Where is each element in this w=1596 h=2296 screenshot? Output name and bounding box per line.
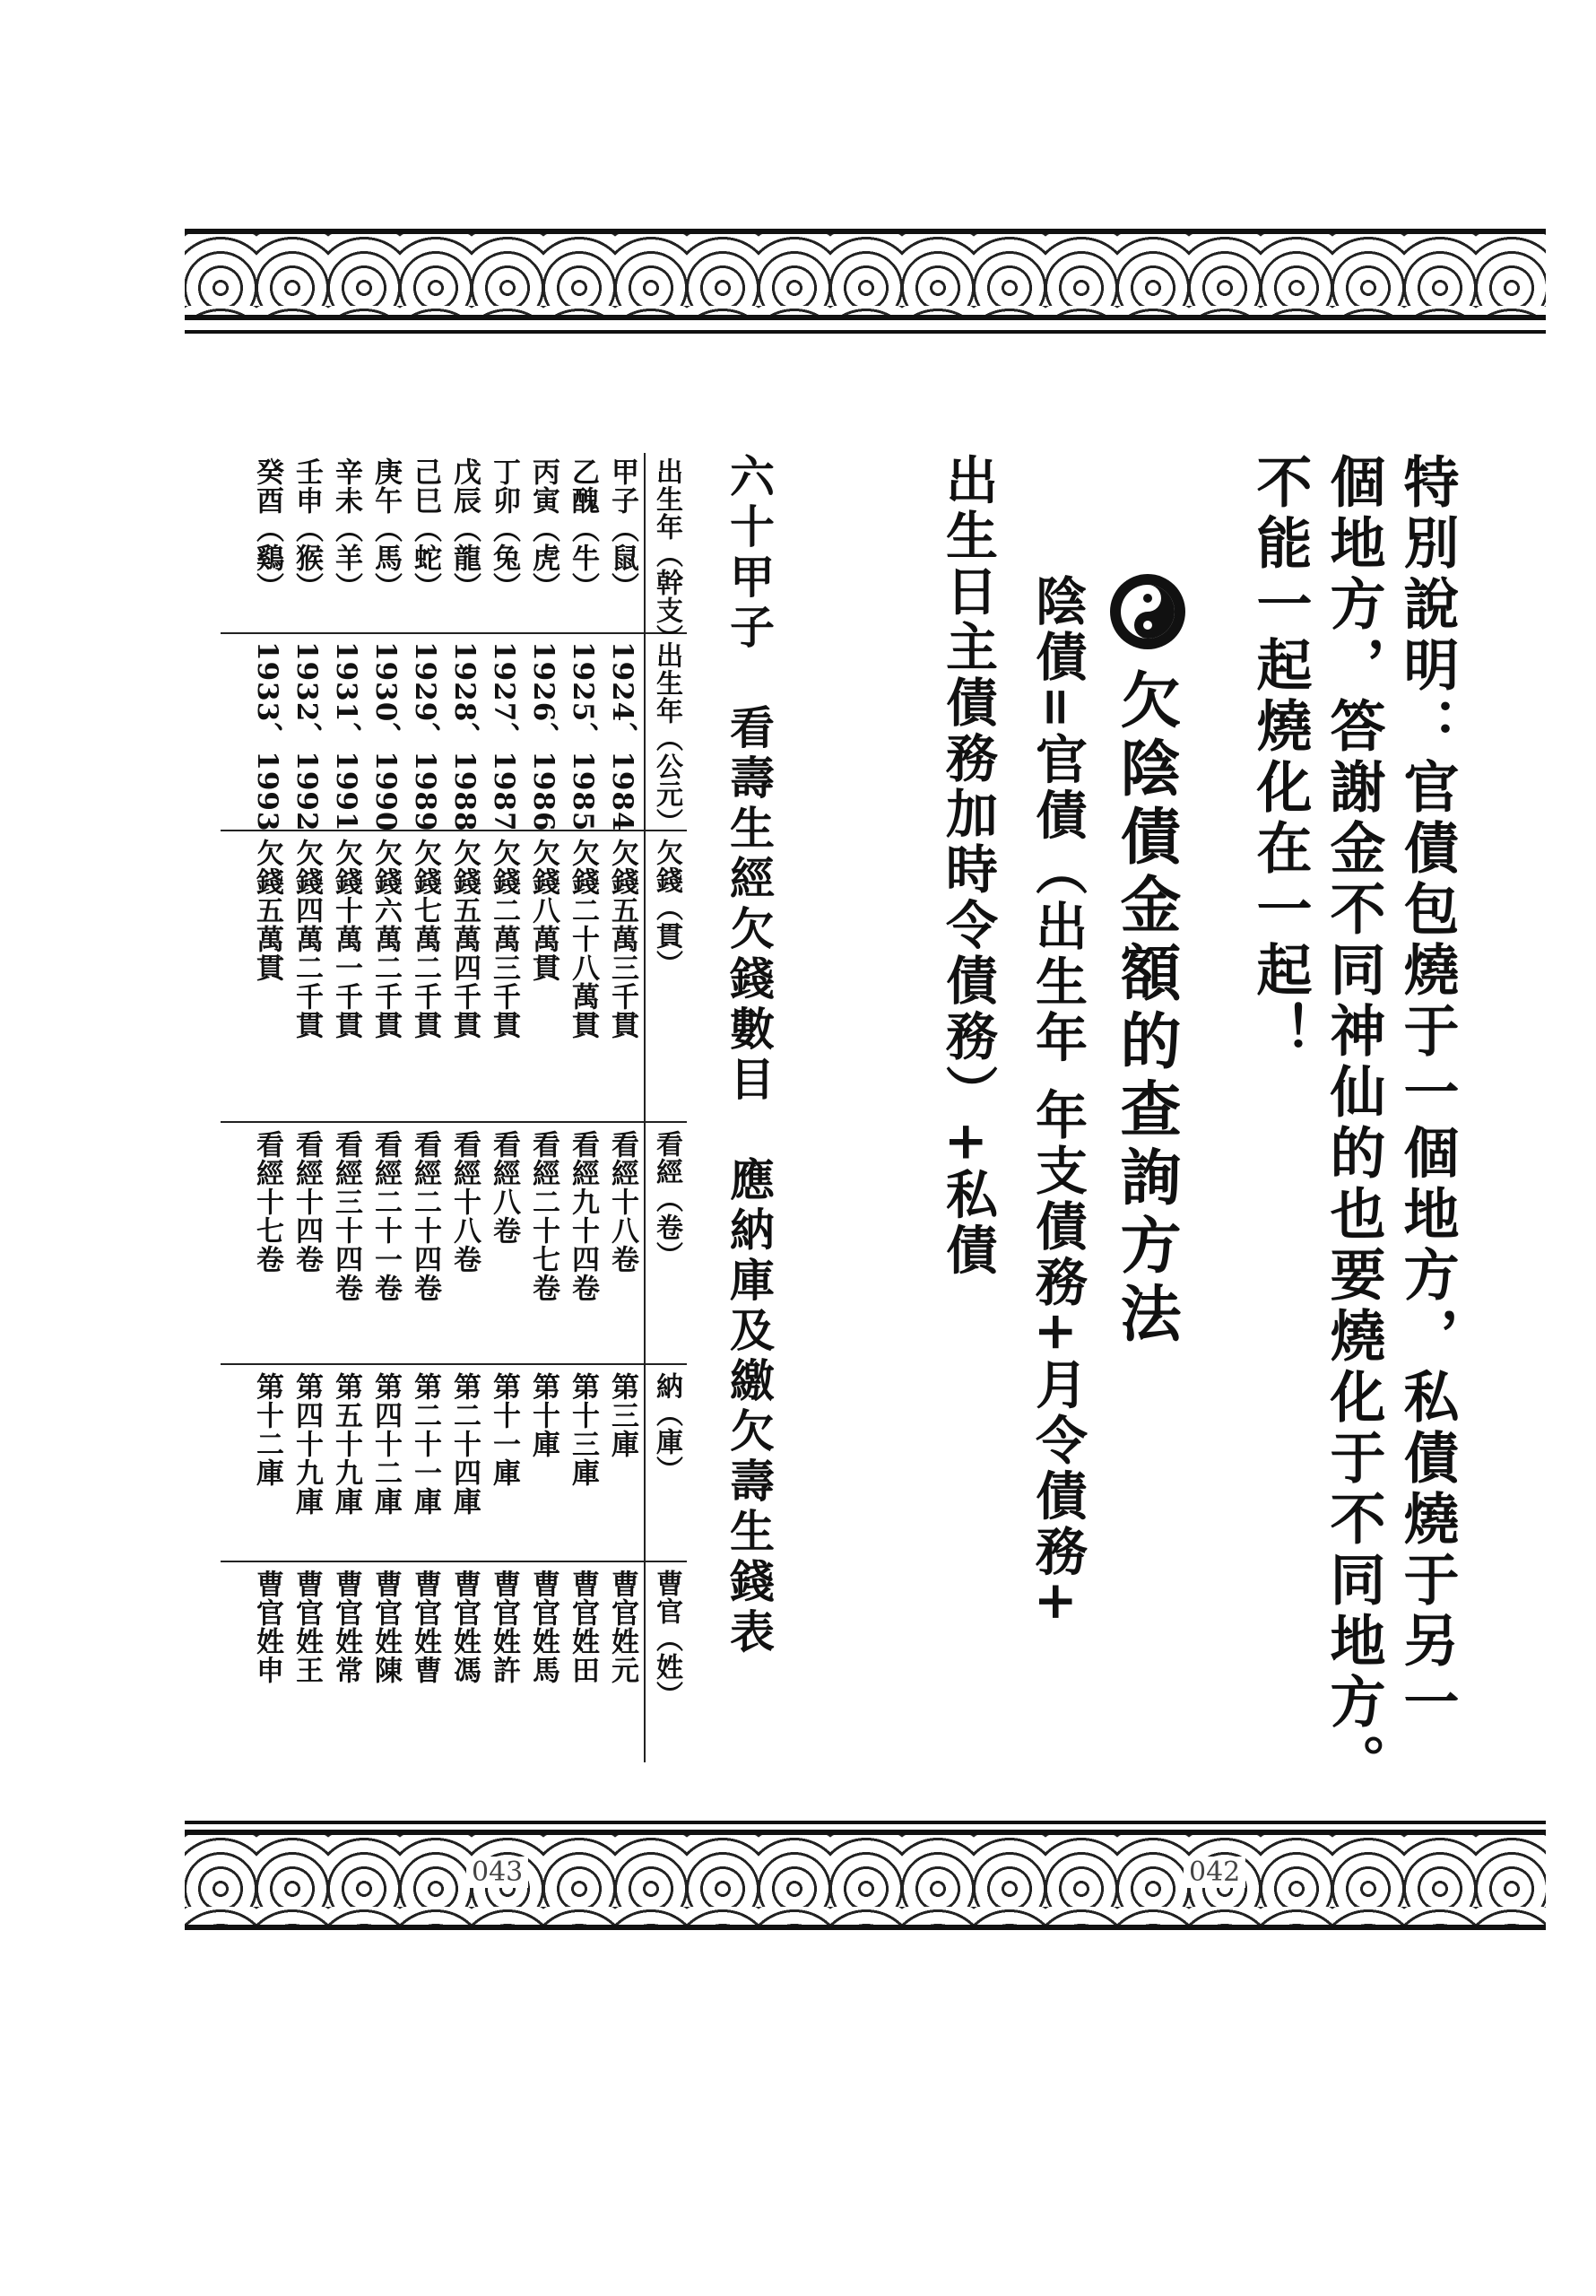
table-row-official: 曹官姓陳 bbox=[369, 1570, 402, 1684]
section-divider-3 bbox=[221, 1121, 687, 1123]
table-row-year: 1929、1989 bbox=[409, 641, 441, 832]
table-row-ganzhi: 乙醜（牛） bbox=[567, 457, 599, 601]
table-title: 六十甲子 看壽生經欠錢數目 應納庫及繳欠壽生錢表 bbox=[723, 453, 776, 1658]
table-row-vault: 第十庫 bbox=[527, 1372, 559, 1458]
table-row-debt: 欠錢六萬二千貫 bbox=[369, 839, 402, 1039]
table-row-debt: 欠錢七萬二千貫 bbox=[409, 839, 441, 1039]
section-divider-1 bbox=[221, 632, 687, 634]
table-row-official: 曹官姓王 bbox=[291, 1570, 323, 1684]
table-row-vault: 第四十二庫 bbox=[369, 1372, 402, 1516]
table-row-official: 曹官姓馬 bbox=[527, 1570, 559, 1684]
table-row-ganzhi: 庚午（馬） bbox=[369, 457, 402, 601]
header-sutra: 看經（卷） bbox=[651, 1130, 682, 1269]
table-row-official: 曹官姓馮 bbox=[448, 1570, 481, 1684]
note-line-2: 個地方，答謝金不同神仙的也要燒化于不同地方。 bbox=[1321, 453, 1386, 1795]
table-row-sutra: 看經二十一卷 bbox=[369, 1130, 402, 1302]
table-row-ganzhi: 己巳（蛇） bbox=[409, 457, 441, 601]
table-row-debt: 欠錢五萬四千貫 bbox=[448, 839, 481, 1039]
table-row-year: 1926、1986 bbox=[527, 641, 559, 832]
formula-line-1: 陰債=官債（出生年 年支債務+月令債務+ bbox=[1027, 574, 1088, 1627]
table-row-sutra: 看經十八卷 bbox=[606, 1130, 638, 1274]
table-row-vault: 第五十九庫 bbox=[330, 1372, 362, 1516]
table-row-year: 1928、1988 bbox=[448, 641, 481, 832]
table-row-official: 曹官姓元 bbox=[606, 1570, 638, 1684]
table-row-year: 1927、1987 bbox=[488, 641, 520, 832]
table-row-year: 1933、1993 bbox=[251, 641, 283, 832]
table-row-sutra: 看經十八卷 bbox=[448, 1130, 481, 1274]
note-line-3: 不能一起燒化在一起！ bbox=[1247, 453, 1313, 1063]
table-row-official: 曹官姓曹 bbox=[409, 1570, 441, 1684]
header-official: 曹官（姓） bbox=[651, 1570, 682, 1709]
table-row-official: 曹官姓申 bbox=[251, 1570, 283, 1684]
section-divider-4 bbox=[221, 1363, 687, 1365]
table-row-debt: 欠錢二萬三千貫 bbox=[488, 839, 520, 1039]
header-ganzhi: 出生年（幹支） bbox=[651, 457, 682, 652]
table-row-vault: 第十一庫 bbox=[488, 1372, 520, 1487]
table-row-vault: 第十二庫 bbox=[251, 1372, 283, 1487]
table-row-sutra: 看經九十四卷 bbox=[567, 1130, 599, 1302]
table-row-sutra: 看經十四卷 bbox=[291, 1130, 323, 1274]
table-row-year: 1930、1990 bbox=[369, 641, 402, 832]
top-rule bbox=[185, 330, 1546, 334]
table-row-vault: 第二十四庫 bbox=[448, 1372, 481, 1516]
table-row-ganzhi: 戊辰（龍） bbox=[448, 457, 481, 601]
table-row-official: 曹官姓許 bbox=[488, 1570, 520, 1684]
table-row-sutra: 看經十七卷 bbox=[251, 1130, 283, 1274]
table-row-year: 1924、1984 bbox=[606, 641, 638, 832]
header-year: 出生年（公元） bbox=[651, 641, 682, 836]
table-row-vault: 第四十九庫 bbox=[291, 1372, 323, 1516]
table-row-debt: 欠錢四萬二千貫 bbox=[291, 839, 323, 1039]
table-row-official: 曹官姓常 bbox=[330, 1570, 362, 1684]
table-row-official: 曹官姓田 bbox=[567, 1570, 599, 1684]
table-row-sutra: 看經八卷 bbox=[488, 1130, 520, 1245]
table-row-year: 1932、1992 bbox=[291, 641, 323, 832]
page-number-right: 042 bbox=[1184, 1857, 1245, 1888]
table-row-debt: 欠錢五萬貫 bbox=[251, 839, 283, 982]
bottom-wave-border bbox=[185, 1830, 1546, 1930]
table-row-debt: 欠錢八萬貫 bbox=[527, 839, 559, 982]
table-row-sutra: 看經三十四卷 bbox=[330, 1130, 362, 1302]
table-row-vault: 第二十一庫 bbox=[409, 1372, 441, 1516]
table-row-year: 1925、1985 bbox=[567, 641, 599, 832]
page-number-left: 043 bbox=[466, 1857, 528, 1888]
table-row-debt: 欠錢十萬一千貫 bbox=[330, 839, 362, 1039]
header-vault: 納（庫） bbox=[651, 1372, 682, 1483]
table-row-vault: 第三庫 bbox=[606, 1372, 638, 1458]
yin-yang-icon bbox=[1110, 574, 1185, 649]
header-debt: 欠錢（貫） bbox=[651, 839, 682, 978]
table-row-ganzhi: 辛未（羊） bbox=[330, 457, 362, 601]
table-row-debt: 欠錢二十八萬貫 bbox=[567, 839, 599, 1039]
section-heading: 欠陰債金額的查詢方法 bbox=[1110, 668, 1182, 1350]
sixty-jiazi-table bbox=[221, 453, 687, 1762]
table-row-sutra: 看經二十四卷 bbox=[409, 1130, 441, 1302]
table-row-vault: 第十三庫 bbox=[567, 1372, 599, 1487]
bottom-rule bbox=[185, 1821, 1546, 1824]
table-row-debt: 欠錢五萬三千貫 bbox=[606, 839, 638, 1039]
section-divider-5 bbox=[221, 1561, 687, 1562]
table-row-ganzhi: 丁卯（兔） bbox=[488, 457, 520, 601]
formula-line-2: 出生日主債務加時令債務）+私債 bbox=[937, 453, 998, 1279]
top-wave-border bbox=[185, 229, 1546, 320]
table-row-ganzhi: 丙寅（虎） bbox=[527, 457, 559, 601]
table-row-ganzhi: 壬申（猴） bbox=[291, 457, 323, 601]
table-row-ganzhi: 癸酉（鷄） bbox=[251, 457, 283, 601]
header-divider bbox=[644, 453, 646, 1762]
table-row-year: 1931、1991 bbox=[330, 641, 362, 832]
table-row-ganzhi: 甲子（鼠） bbox=[606, 457, 638, 601]
table-row-sutra: 看經二十七卷 bbox=[527, 1130, 559, 1302]
note-line-1: 特別說明：官債包燒于一個地方，私債燒于另一 bbox=[1394, 453, 1460, 1734]
